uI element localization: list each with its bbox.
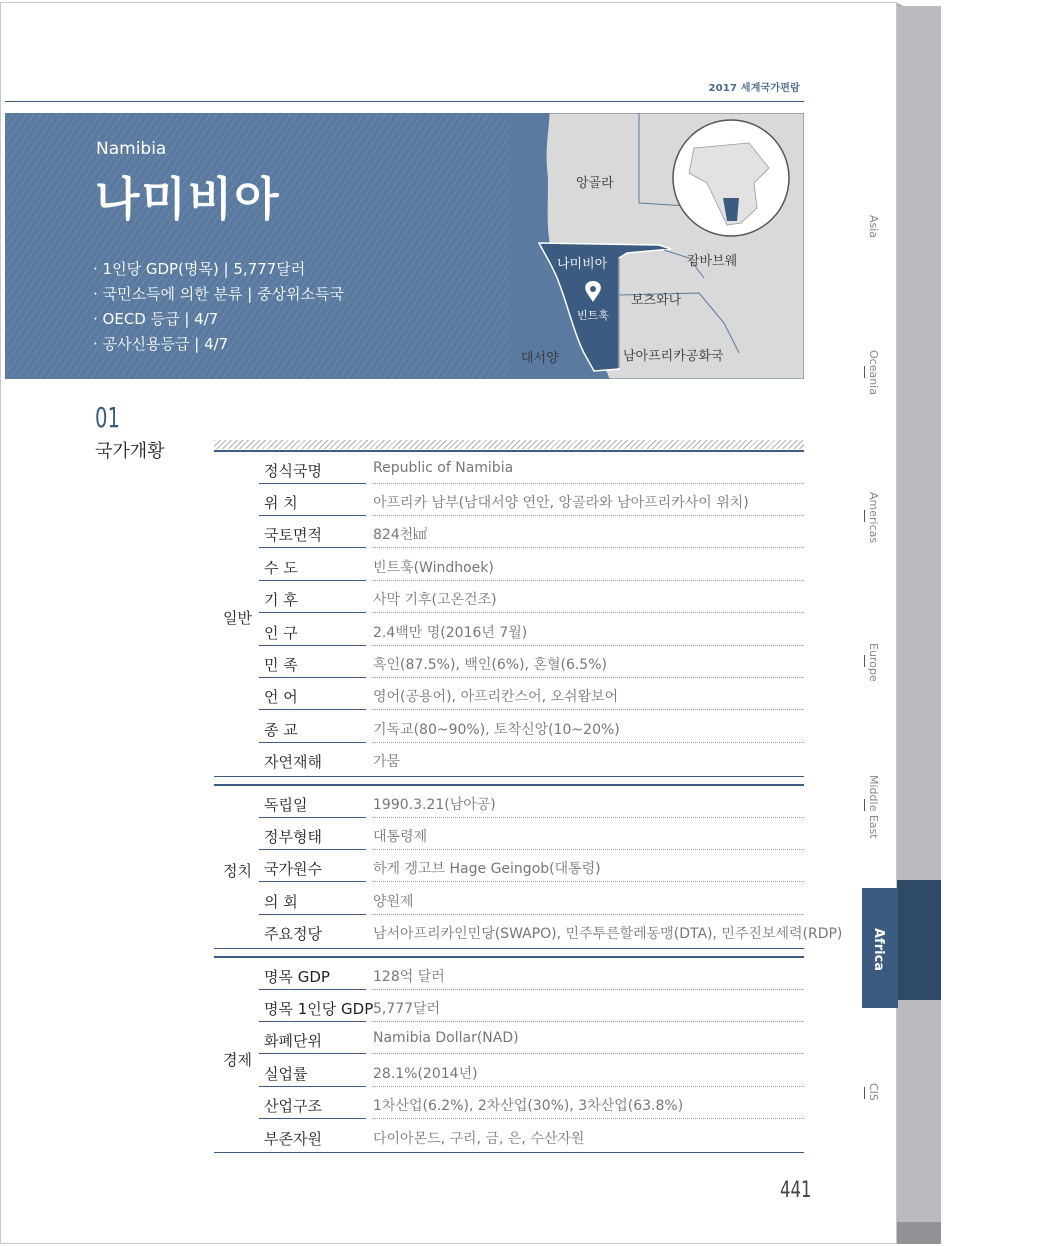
group-name: 정치: [223, 862, 252, 880]
row-value: 128억 달러: [373, 969, 445, 985]
row-label: 명목 GDP: [264, 968, 330, 986]
map-graphic: [509, 113, 804, 379]
row-value: 남서아프리카인민당(SWAPO), 민주투른할레동맹(DTA), 민주진보세력(RDP): [373, 926, 843, 942]
row-value: 824천㎢: [373, 527, 428, 543]
row-value: 하게 겡고브 Hage Geingob(대통령): [373, 861, 601, 877]
label-botswana: 보츠와나: [631, 293, 682, 308]
label-south-africa: 남아프리카공화국: [623, 349, 724, 364]
location-map: [509, 113, 804, 379]
label-windhoek: 빈트훅: [577, 309, 609, 322]
row-label: 정식국명: [264, 462, 322, 480]
book-page: 2017 세계국가편람 Namibia 나미비아 · 1인당 GDP(명목) | 5,777달러 · 국민소득에 의한 분류 | 중상위소득국 · OECD 등급 | 4/7 · 공사신용등급 | 4/7 앙골라 나미비아 잠바브웨 보츠와나 빈트훅 대서양 남아프리카공화국 01 국가개황 일반 정식국명 Republic of Namibia 위 치 아프리카 남부(남대서양 연안, 앙골라와 남아프리카사이 위치) 국토면적 824천㎢ 수 도 빈트훅(Windhoek) 기 후 사막 기후(고온건조) 인 구 2.4백만 명(2016년 7월) 민 족 흑인(87.5%), 백인(6%), 혼혈(6.5%) 언 어 영어(공용어), 아프리칸스어, 오쉬왐보어 종 교 기독교(80~90%), 토착신앙(10~20%) 자연재해 가뭄 정치 독립일 1990.3.21(남아공) 정부형태 대통령제 국가원수 하게 겡고브 Hage Geingob(대통령) 의 회 양원제 주요정당 남서아프리카인민당(SWAPO), 민주투른할레동맹(DTA), 민주진보세력(RDP) 경제 명목 GDP 128억 달러 명목 1인당 GDP 5,777달러 화폐단위 Namibia Dollar(NAD) 실업률 28.1%(2014년) 산업구조 1차산업(6.2%), 2차산업(30%), 3차산업(63.8%) 부존자원 다이아몬드, 구리, 금, 은, 수산자원 441 Asia Oceania Americas Europe Middle East CIS Africa: [0, 2, 897, 1244]
row-label: 국가원수: [264, 860, 322, 878]
row-label: 자연재해: [264, 753, 322, 771]
fact-oecd-grade: · OECD 등급 | 4/7: [93, 310, 219, 328]
row-value: 5,777달러: [373, 1001, 441, 1017]
group-end-rule: [214, 776, 804, 777]
tab-africa[interactable]: Africa: [862, 888, 898, 1008]
row-label: 민 족: [264, 656, 298, 674]
section-title: 국가개황: [95, 441, 165, 462]
row-value: 1차산업(6.2%), 2차산업(30%), 3차산업(63.8%): [373, 1098, 684, 1114]
country-banner: [5, 113, 509, 379]
row-label: 실업률: [264, 1065, 308, 1083]
row-value: 다이아몬드, 구리, 금, 은, 수산자원: [373, 1131, 585, 1147]
fact-gdp-per-capita: · 1인당 GDP(명목) | 5,777달러: [93, 260, 306, 278]
row-value: 흑인(87.5%), 백인(6%), 혼혈(6.5%): [373, 657, 607, 673]
table-row: [259, 678, 804, 710]
row-value: 사막 기후(고온건조): [373, 592, 497, 608]
row-label: 명목 1인당 GDP: [264, 1000, 374, 1018]
row-label: 수 도: [264, 559, 298, 577]
label-angola: 앙골라: [576, 176, 614, 191]
table-row: [259, 818, 804, 850]
row-value: 가뭄: [373, 754, 401, 770]
table-row: [259, 850, 804, 882]
table-row: [259, 1055, 804, 1087]
table-row: [259, 581, 804, 613]
row-value: 아프리카 남부(남대서양 연안, 앙골라와 남아프리카사이 위치): [373, 495, 749, 511]
table-row: [259, 614, 804, 646]
row-label: 위 치: [264, 494, 298, 512]
row-label: 주요정당: [264, 925, 322, 943]
table-row: [259, 743, 804, 775]
label-atlantic: 대서양: [521, 351, 559, 366]
table-row: [259, 711, 804, 743]
row-value: Namibia Dollar(NAD): [373, 1030, 519, 1046]
row-value: 영어(공용어), 아프리칸스어, 오쉬왐보어: [373, 689, 619, 705]
group-name: 일반: [223, 609, 252, 627]
group-end-rule: [214, 1152, 804, 1153]
row-value: Republic of Namibia: [373, 460, 514, 476]
row-label: 언 어: [264, 688, 298, 706]
label-zimbabwe: 잠바브웨: [687, 254, 738, 269]
row-value: 1990.3.21(남아공): [373, 797, 496, 813]
section-number: 01: [95, 401, 120, 434]
fact-income-class: · 국민소득에 의한 분류 | 중상위소득국: [93, 285, 345, 303]
table-row: [259, 646, 804, 678]
table-row: [259, 990, 804, 1022]
table-row: [259, 883, 804, 915]
row-value: 기독교(80~90%), 토착신앙(10~20%): [373, 722, 620, 738]
row-value: 대통령제: [373, 829, 428, 845]
table-row: [259, 484, 804, 516]
group-end-rule: [214, 948, 804, 949]
header-rule: [5, 101, 804, 102]
row-label: 독립일: [264, 796, 308, 814]
row-label: 화폐단위: [264, 1032, 322, 1050]
table-row: [259, 516, 804, 548]
africa-tab-edge: [897, 880, 941, 1000]
label-namibia: 나미비아: [557, 257, 608, 272]
row-value: 2.4백만 명(2016년 7월): [373, 625, 528, 641]
country-english-name: Namibia: [96, 139, 167, 159]
group-name: 경제: [223, 1051, 252, 1069]
row-label: 정부형태: [264, 828, 322, 846]
row-value: 양원제: [373, 894, 414, 910]
table-row: [259, 1022, 804, 1054]
row-label: 인 구: [264, 624, 298, 642]
table-row: [259, 452, 804, 484]
row-label: 의 회: [264, 893, 298, 911]
table-row: [259, 786, 804, 818]
table-row: [259, 549, 804, 581]
table-row: [259, 915, 843, 947]
country-korean-name: 나미비아: [95, 172, 281, 226]
row-value: 28.1%(2014년): [373, 1066, 478, 1082]
book-edge-bottom: [897, 1222, 941, 1244]
row-label: 기 후: [264, 591, 298, 609]
table-row: [259, 1087, 804, 1119]
row-label: 종 교: [264, 721, 298, 739]
fact-credit-grade: · 공사신용등급 | 4/7: [93, 335, 229, 353]
page-number: 441: [780, 1178, 812, 1203]
row-label: 부존자원: [264, 1130, 322, 1148]
row-label: 산업구조: [264, 1097, 322, 1115]
key-facts: [93, 257, 344, 357]
running-header: 2017 세계국가편람: [708, 83, 800, 94]
row-value: 빈트훅(Windhoek): [373, 560, 494, 576]
table-row: [259, 1120, 804, 1152]
table-row: [259, 958, 804, 990]
book-edge: [897, 6, 941, 1242]
table-header-stripe: [214, 440, 804, 449]
row-label: 국토면적: [264, 526, 322, 544]
